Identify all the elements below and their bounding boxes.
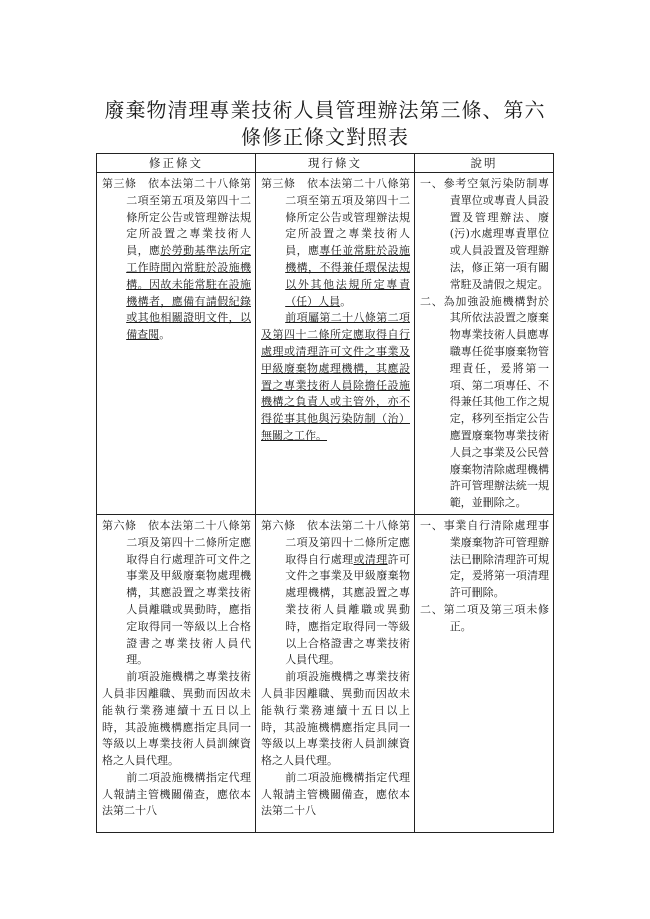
note-3-item1 bbox=[420, 176, 549, 294]
current-6-deleted-text: 或清理 bbox=[353, 552, 388, 566]
header-current: 現行條文 bbox=[256, 154, 415, 173]
note-6-item1-num: 一、 bbox=[420, 518, 444, 532]
amended-3-text: 第三條 依本法第二十八條第二項至第五項及第四十二條所定公告或管理辦法規定所設置之專業技術人員，應 bbox=[102, 177, 251, 258]
document-title-line1: 廢棄物清理專業技術人員管理辦法第三條、第六 bbox=[104, 98, 546, 122]
note-3-item2-text: 為加強設施機構對於其所依法設置之廢棄物專業技術人員應專職專任從事廢棄物管理責任，爰將第一項、第二項專任、不得兼任其他工作之規定，移列至指定公告應置廢棄物專業技術人員之事業及公民營廢棄物清除處理機構許可管理辦法統一規範，並刪除之。 bbox=[443, 294, 550, 510]
amended-6-paragraph3: 前二項設施機構指定代理人報請主管機關備查，應依本法第二十八 bbox=[102, 770, 251, 818]
current-3-text: 第三條 依本法第二十八條第二項至第五項及第四十二條所定公告或管理辦法規定所設置之專業技術人員，應 bbox=[261, 177, 410, 258]
comparison-table bbox=[96, 153, 554, 833]
current-6-text-rest: 許可文件之事業及甲級廢棄物處理機構，其應設置之專業技術人員離職或異動時，應指定取得同一等級以上合格證書之專業技術人員代理。 bbox=[285, 552, 411, 667]
header-note: 說明 bbox=[415, 154, 554, 173]
current-6-text: 第六條 依本法第二十八條第二項及第四十二條所定應取得自行處理 bbox=[261, 518, 410, 566]
amended-article-6 bbox=[97, 514, 256, 832]
table-row bbox=[97, 173, 554, 515]
current-article-6 bbox=[256, 514, 415, 832]
current-article-3 bbox=[256, 173, 415, 515]
note-article-6 bbox=[415, 514, 554, 832]
table-header-row bbox=[97, 154, 554, 173]
document-title-line2: 條修正條文對照表 bbox=[241, 125, 409, 149]
note-6-item2-text: 第二項及第三項未修正。 bbox=[443, 602, 550, 633]
current-3-paragraph2: 前項屬第二十八條第二項及第四十二條所定應取得自行處理或清理許可文件之事業及甲級廢棄物處理機構，其應設置之專業技術人員除擔任設施機構之負責人或主管外，亦不得從事其他與污染防制（治）無關之工作。 bbox=[261, 311, 410, 442]
amended-article-3 bbox=[97, 173, 256, 515]
table-row bbox=[97, 514, 554, 832]
note-3-item1-text: 參考空氣污染防制專責單位或專責人員設置及管理辦法、廢(污)水處理專責單位或人員設置及管理辦法，修正第一項有關常駐及請假之規定。 bbox=[443, 177, 550, 291]
amended-6-paragraph1: 第六條 依本法第二十八條第二項及第四十二條所定應取得自行處理許可文件之事業及甲級廢棄物處理機構，其應設置之專業技術人員離職或異動時，應指定取得同一等級以上合格證書之專業技術人員代理。 bbox=[102, 518, 251, 667]
current-3-end: 。 bbox=[340, 294, 352, 308]
current-3-deleted-text: 專任並常駐於設施機構，不得兼任環保法規以外其他法規所定專責（任）人員 bbox=[285, 244, 411, 308]
note-3-item1-num: 一、 bbox=[420, 177, 444, 190]
note-6-item2-num: 二、 bbox=[420, 602, 444, 616]
amended-3-added-text: 於勞動基準法所定工作時間內常駐於設施機構。因故未能常駐在設施機構者，應備有請假紀錄或其他相關證明文件，以備查閱 bbox=[126, 244, 252, 342]
header-amended: 修正條文 bbox=[97, 154, 256, 173]
amended-6-paragraph2: 前項設施機構之專業技術人員非因離職、異動而因故未能執行業務連續十五日以上時，其設施機構應指定具同一等級以上專業技術人員訓練資格之人員代理。 bbox=[102, 670, 251, 768]
note-6-item1 bbox=[420, 518, 549, 602]
current-6-paragraph2: 前項設施機構之專業技術人員非因離職、異動而因故未能執行業務連續十五日以上時，其設施機構應指定具同一等級以上專業技術人員訓練資格之人員代理。 bbox=[261, 670, 410, 768]
current-6-paragraph3: 前二項設施機構指定代理人報請主管機關備查，應依本法第二十八 bbox=[261, 770, 410, 818]
note-3-item2 bbox=[420, 294, 549, 512]
amended-3-end: 。 bbox=[159, 328, 171, 342]
note-3-item2-num: 二、 bbox=[420, 294, 444, 308]
note-6-item2 bbox=[420, 602, 549, 636]
note-article-3 bbox=[415, 173, 554, 515]
note-6-item1-text: 事業自行清除處理事業廢棄物許可管理辦法已刪除清理許可規定，爰將第一項清理許可刪除。 bbox=[443, 518, 550, 600]
